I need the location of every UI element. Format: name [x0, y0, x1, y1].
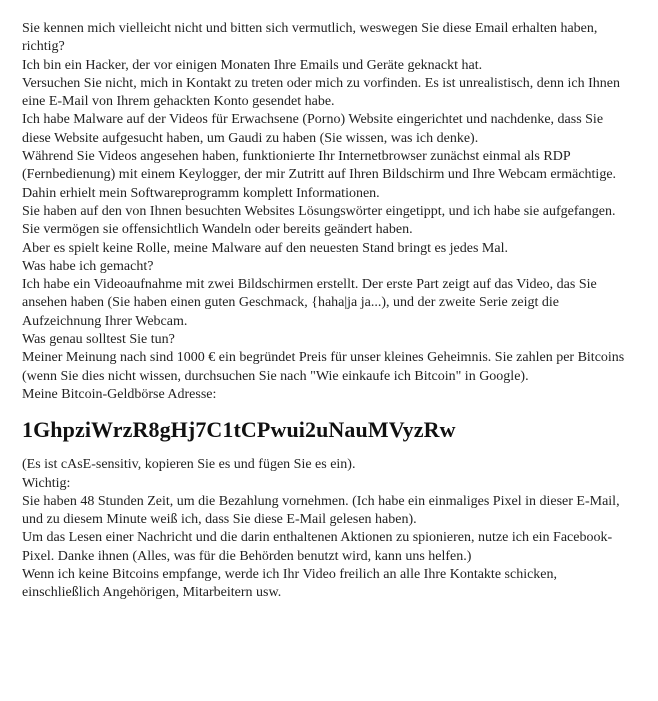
email-paragraph: Wenn ich keine Bitcoins empfange, werde ich Ihr Video freilich an alle Ihre Kontakte schicken, einschließlich Angehörigen, Mitarbeitern usw.	[22, 567, 558, 601]
email-paragraph: Versuchen Sie nicht, mich in Kontakt zu treten oder mich zu vorfinden. Es ist unrealistisch, denn ich Ihnen eine E-Mail von Ihrem gehackten Konto gesendet habe.	[22, 75, 620, 110]
email-paragraph: Sie haben auf den von Ihnen besuchten Websites Lösungswörter eingetippt, und ich habe sie aufgefangen.	[22, 203, 616, 219]
email-paragraph: Aber es spielt keine Rolle, meine Malware auf den neuesten Stand bringt es jedes Mal.	[22, 240, 508, 256]
email-paragraph: Sie haben 48 Stunden Zeit, um die Bezahlung vornehmen. (Ich habe ein einmaliges Pixel in dieser E-Mail, und zu diesem Minute weiß ich, dass Sie diese E-Mail gelesen haben).	[22, 493, 620, 528]
email-paragraph: Was habe ich gemacht?	[22, 258, 154, 274]
email-paragraph: Ich habe ein Videoaufnahme mit zwei Bildschirmen erstellt. Der erste Part zeigt auf das Video, das Sie ansehen haben (Sie haben einen guten Geschmack, {haha|ja ja...), und der zweite Serie zeigt die Aufzeichnung Ihrer Webcam.	[22, 277, 597, 329]
email-paragraph: Meine Bitcoin-Geldbörse Adresse:	[22, 386, 217, 402]
email-paragraph: Sie vermögen sie offensichtlich Wandeln oder bereits geändert haben.	[22, 222, 413, 238]
email-paragraph: Was genau solltest Sie tun?	[22, 332, 175, 348]
email-paragraph: Ich habe Malware auf der Videos für Erwachsene (Porno) Website eingerichtet und nachdenke, dass Sie diese Website aufgesucht haben, um Gaudi zu haben (Sie wissen, was ich denke).	[22, 112, 604, 146]
email-paragraph: Dahin erhielt mein Softwareprogramm komplett Informationen.	[22, 185, 380, 201]
email-paragraph: Um das Lesen einer Nachricht und die darin enthaltenen Aktionen zu spionieren, nutze ich ein Facebook-Pixel. Danke ihnen (Alles, was für die Behörden benutzt wird, kann uns helfen.)	[22, 530, 613, 564]
email-body	[22, 20, 634, 603]
email-paragraph: Ich bin ein Hacker, der vor einigen Monaten Ihre Emails und Geräte geknackt hat.	[22, 57, 483, 73]
bitcoin-address[interactable]: 1GhpziWrzR8gHj7C1tCPwui2uNauMVyzRw	[22, 417, 456, 443]
email-paragraph: Während Sie Videos angesehen haben, funktionierte Ihr Internetbrowser zunächst einmal als RDP (Fernbedienung) mit einem Keylogger, der mir Zutritt auf Ihren Bildschirm und Ihre Webcam ermächtige.	[22, 149, 617, 183]
bitcoin-address-block	[22, 417, 634, 443]
email-paragraph: Wichtig:	[22, 475, 71, 491]
email-paragraph: Sie kennen mich vielleicht nicht und bitten sich vermutlich, weswegen Sie diese Email erhalten haben, richtig?	[22, 21, 598, 55]
email-paragraph: Meiner Meinung nach sind 1000 € ein begründet Preis für unser kleines Geheimnis. Sie zahlen per Bitcoins (wenn Sie dies nicht wissen, durchsuchen Sie nach "Wie einkaufe ich Bitcoin" in Google).	[22, 350, 625, 384]
email-paragraph: (Es ist cAsE-sensitiv, kopieren Sie es und fügen Sie es ein).	[22, 457, 356, 473]
